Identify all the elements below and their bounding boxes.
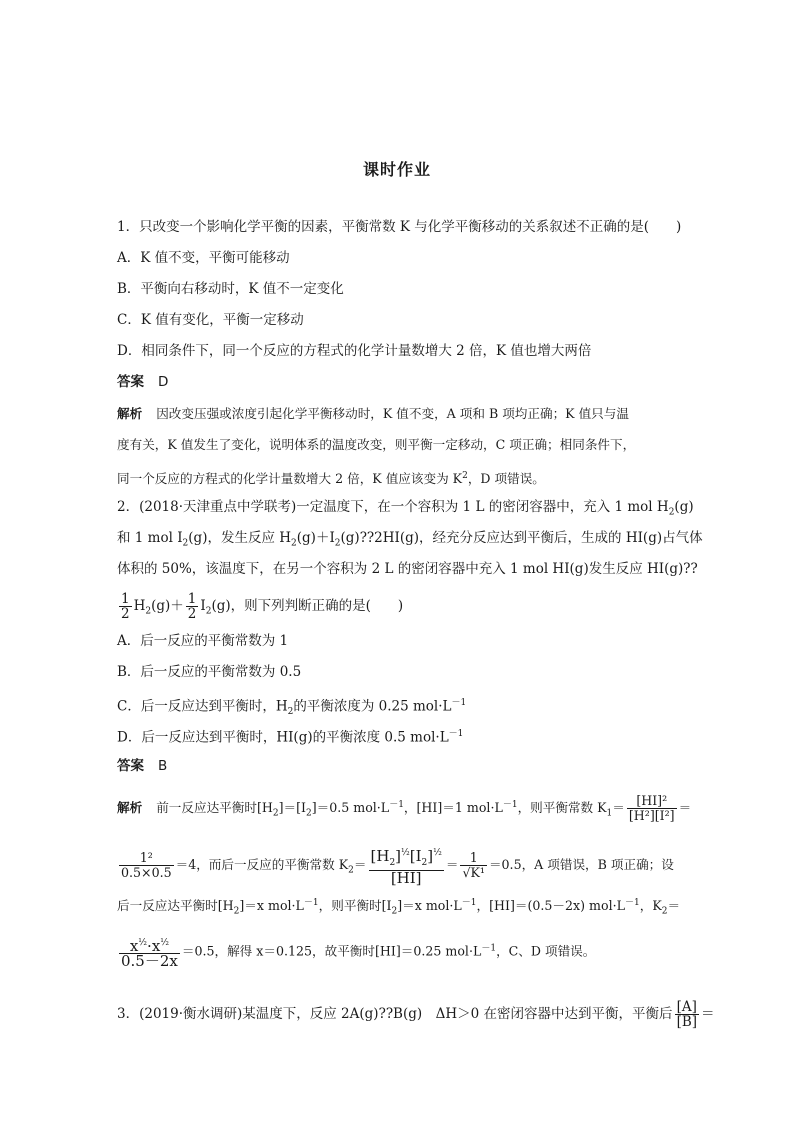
question-2-stem-line-4: $\frac{1}{2}$ $H_2(g)+$ $\frac{1}{2}$ $I_2(g)$，则下列判断正确的是( ) — [121, 591, 404, 622]
question-2-analysis-line-1: 解析 前一反应达平衡时$[H_2]=[I_2]=0.5$ $mol\cdot L^{-1}$，[HI]＝1 $mol\cdot L^{-1}$，则平衡常数 $K_1=$ $\frac{\text{[HI]²}}{\text{[H²][I²]}}$ ＝ — [117, 793, 692, 823]
analysis-label: 解析 — [117, 406, 143, 421]
question-2-stem-line-1: 2．(2018·天津重点中学联考)一定温度下，在一个容积为 1 L 的密闭容器中，充入 1 mol $H_2(g)$ — [117, 499, 694, 518]
question-1-answer — [117, 372, 679, 392]
fraction-sqrt: $\frac{1}{\text{√K¹}}$ — [462, 850, 485, 880]
fraction-x: $\frac{x^{\frac{1}{2}}\cdot x^{\frac{1}{2}}}{0.5-2x}$ — [121, 937, 178, 970]
question-2-analysis-line-4: $\frac{x^{\frac{1}{2}}\cdot x^{\frac{1}{2}}}{0.5-2x}$ ＝0.5，解得 x＝0.125，故平衡时[HI]＝0.25 $mol\cdot L^{-1}$，C、D 项错误。 — [121, 937, 596, 970]
question-1-analysis-line-1: 解析 因改变压强或浓度引起化学平衡移动时，K 值不变，A 项和 B 项均正确；K 值只与温 — [117, 406, 629, 421]
question-2-option-d: D．后一反应达到平衡时，HI(g)的平衡浓度 0.5 $mol\cdot L^{-1}$ — [117, 729, 464, 746]
question-2-answer — [117, 756, 679, 776]
answer-label: 答案 — [117, 758, 144, 774]
question-1-option-a: A．K 值不变，平衡可能移动 — [117, 250, 290, 266]
question-2-option-b: B．后一反应的平衡常数为 0.5 — [117, 664, 302, 680]
question-1-option-d: D．相同条件下，同一个反应的方程式的化学计量数增大 2 倍，K 值也增大两倍 — [117, 343, 592, 359]
question-2-stem-line-3: 体积的 50%，该温度下，在另一个容积为 2 L 的密闭容器中充入 1 mol HI(g)发生反应 HI(g)?? — [117, 561, 698, 577]
question-1-analysis-line-2: 度有关，K 值发生了变化，说明体系的温度改变，则平衡一定移动，C 项正确；相同条件下， — [117, 437, 636, 452]
fraction-half: $\frac{1}{2}$ — [187, 591, 197, 622]
analysis-label: 解析 — [117, 800, 143, 815]
fraction-value: $\frac{\text{1²}}{0.5\times 0.5}$ — [121, 850, 172, 880]
question-2-option-c: C．后一反应达到平衡时，$H_2$的平衡浓度为 0.25 $mol\cdot L^{-1}$ — [117, 698, 467, 718]
answer-label: 答案 — [117, 374, 144, 390]
fraction-ab: $\frac{[A]}{[B]}$ — [676, 999, 698, 1030]
question-2-option-a: A．后一反应的平衡常数为 1 — [117, 633, 289, 649]
question-2-stem-line-2: 和 1 mol $I_2(g)$，发生反应 $H_2(g)+I_2(g)??2HI(g)$，经充分反应达到平衡后，生成的 HI(g)占气体 — [117, 530, 703, 549]
fraction-k2: $\frac{[H_2]^{\frac{1}{2}}[I_2]^{\frac{1}{2}}}{[HI]}$ — [370, 847, 442, 887]
question-1-option-b: B．平衡向右移动时，K 值不一定变化 — [117, 281, 344, 297]
question-1-stem: 1．只改变一个影响化学平衡的因素，平衡常数 K 与化学平衡移动的关系叙述不正确的是( ) — [117, 219, 682, 235]
fraction-half: $\frac{1}{2}$ — [121, 591, 130, 622]
fraction-k1: $\frac{\text{[HI]²}}{\text{[H²][I²]}}$ — [628, 793, 675, 823]
question-2-analysis-line-3: 后一反应达平衡时$[H_2]=x$ $mol\cdot L^{-1}$，则平衡时$[I_2]=x$ $mol\cdot L^{-1}$，[HI]＝(0.5－2x) $mol\cdot L^{-1}$，$K_2=$ — [117, 898, 681, 917]
question-1-option-c: C．K 值有变化，平衡一定移动 — [117, 312, 304, 328]
answer-value: B — [158, 758, 168, 774]
answer-value: D — [158, 374, 169, 390]
question-1-analysis-line-3: 同一个反应的方程式的化学计量数增大 2 倍，K 值应该变为 $K^2$，D 项错误。 — [117, 471, 545, 487]
question-3-stem: 3．(2019·衡水调研)某温度下，反应 2A(g)??B(g) ΔH＞0 在密闭容器中达到平衡，平衡后 $\frac{[A]}{[B]}$ ＝ — [117, 999, 715, 1030]
question-2-analysis-line-2: $\frac{\text{1²}}{0.5\times 0.5}$ ＝4，而后一反应的平衡常数 $K_2=$ $\frac{[H_2]^{\frac{1}{2}}[I_2]^{\frac{1}{2}}}{[HI]}$ ＝ $\frac{1}{\text{√K¹}}$ ＝0.5，A 项错误，B 项正确；设 — [121, 847, 674, 887]
page-title: 课时作业 — [362, 160, 431, 179]
